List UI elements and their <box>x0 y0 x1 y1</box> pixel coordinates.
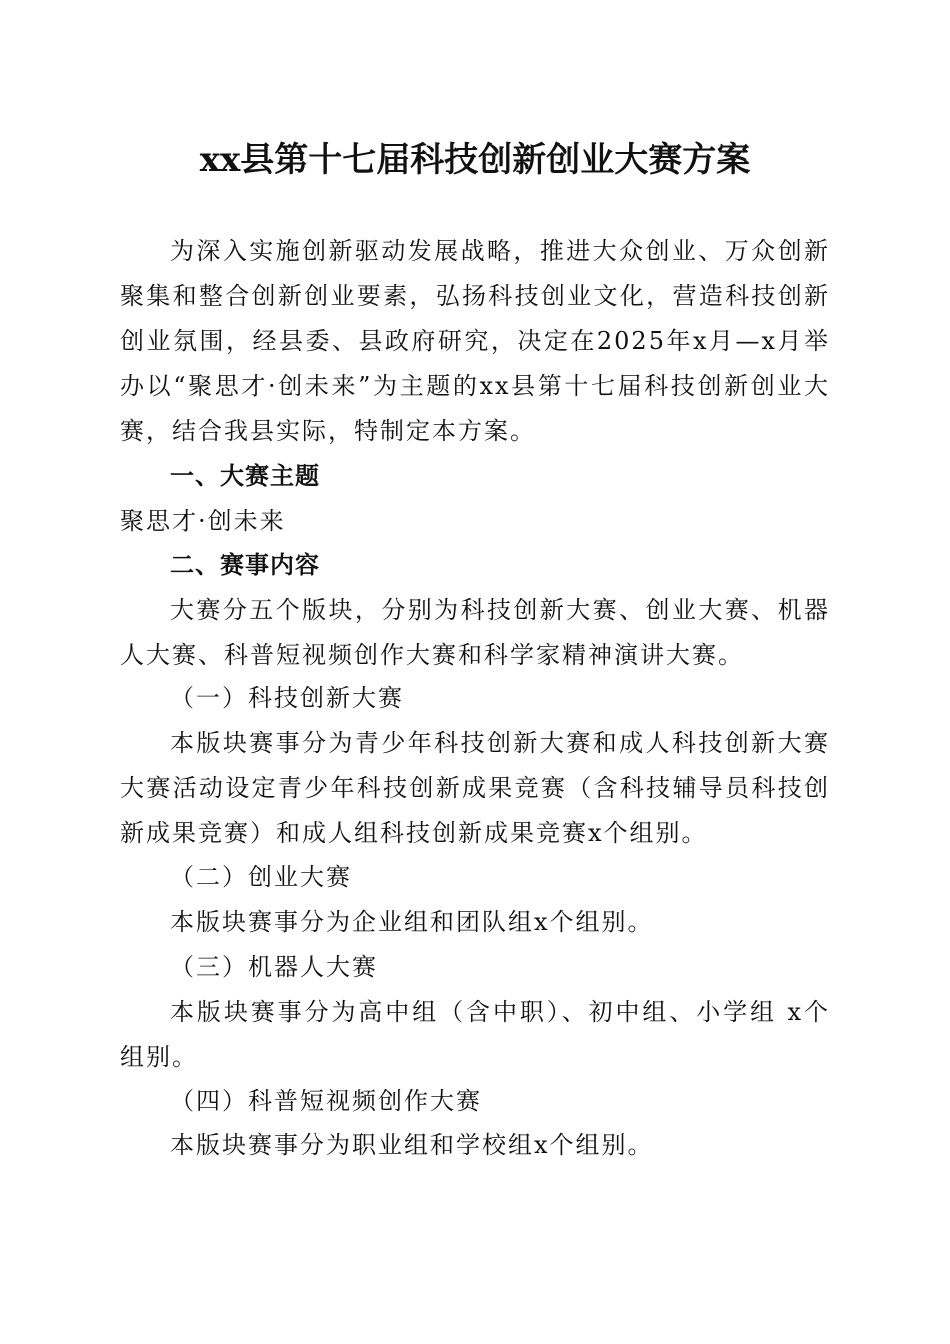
theme-content: 聚思才·创未来 <box>120 507 286 535</box>
entrepreneurship-paragraph: 本版块赛事分为企业组和团队组x个组别。 <box>170 908 654 936</box>
sub-heading-entrepreneurship: （二）创业大赛 <box>170 863 352 891</box>
sub-heading-short-video: （四）科普短视频创作大赛 <box>170 1087 482 1115</box>
short-video-paragraph: 本版块赛事分为职业组和学校组x个组别。 <box>170 1131 654 1159</box>
document-title: xx县第十七届科技创新创业大赛方案 <box>199 140 751 180</box>
tech-innovation-paragraph: 本版块赛事分为青少年科技创新大赛和成人科技创新大赛大赛活动设定青少年科技创新成果竞赛（含科技辅导员科技创新成果竞赛）和成人组科技创新成果竞赛x个组别。 <box>120 729 830 847</box>
section-heading-content: 二、赛事内容 <box>170 551 320 579</box>
intro-paragraph: 为深入实施创新驱动发展战略，推进大众创业、万众创新聚集和整合创新创业要素，弘扬科技创业文化，营造科技创新创业氛围，经县委、县政府研究，决定在2025年x月—x月举办以“聚思才·创未来”为主题的xx县第十七届科技创新创业大赛，结合我县实际，特制定本方案。 <box>120 237 830 445</box>
content-paragraph: 大赛分五个版块，分别为科技创新大赛、创业大赛、机器人大赛、科普短视频创作大赛和科学家精神演讲大赛。 <box>120 596 830 669</box>
robotics-paragraph: 本版块赛事分为高中组（含中职）、初中组、小学组 x个组别。 <box>120 998 830 1071</box>
sub-heading-tech-innovation: （一）科技创新大赛 <box>170 684 404 712</box>
sub-heading-robotics: （三）机器人大赛 <box>170 953 378 981</box>
section-heading-theme: 一、大赛主题 <box>170 462 320 490</box>
